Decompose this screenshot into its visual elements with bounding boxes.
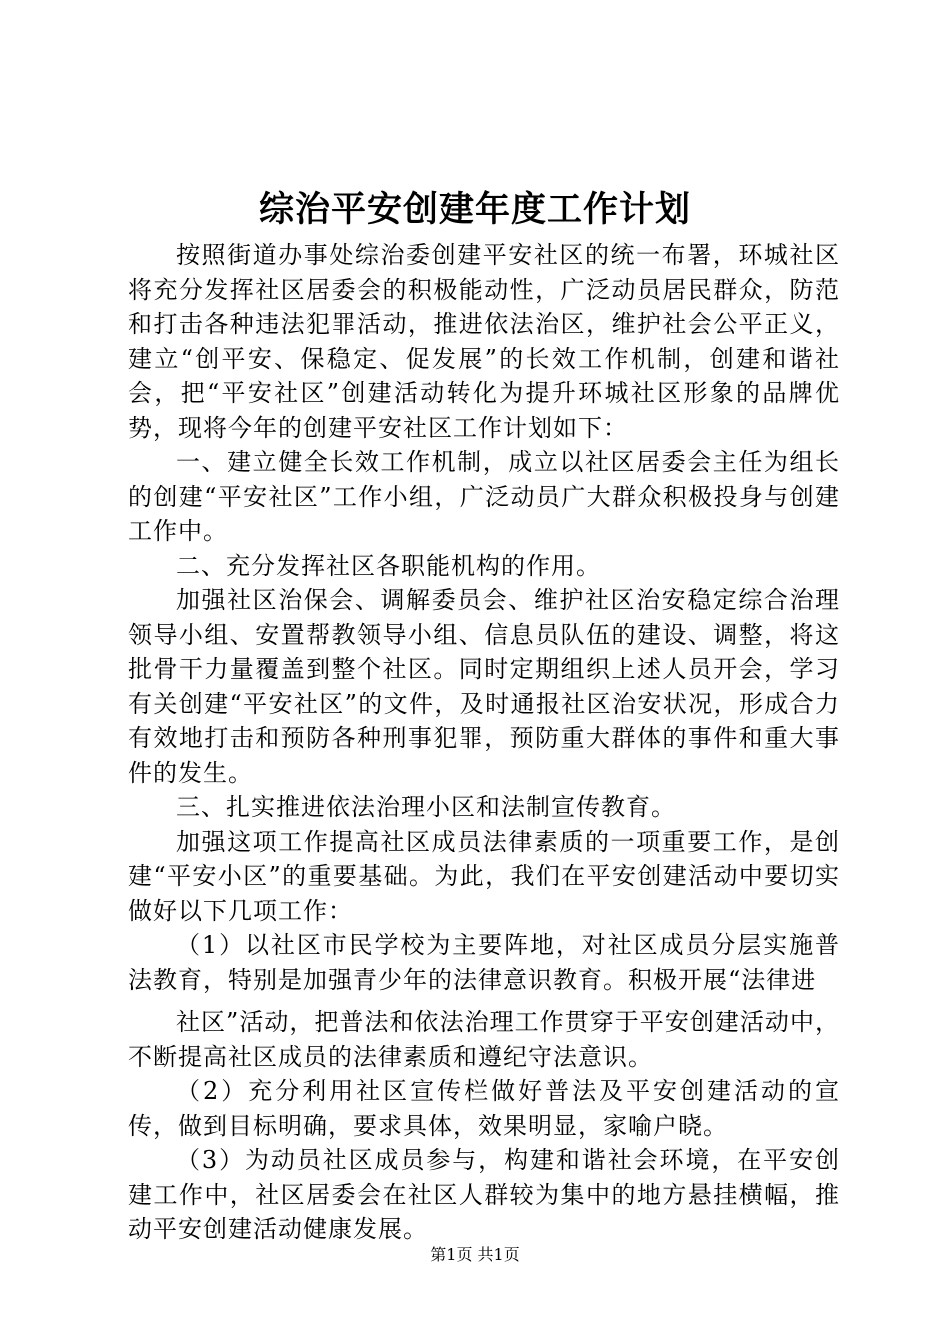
paragraph-section-3-body: 加强这项工作提高社区成员法律素质的一项重要工作，是创建“平安小区”的重要基础。为此，我们在平安创建活动中要切实做好以下几项工作： bbox=[128, 827, 840, 925]
paragraph-section-1: 一、建立健全长效工作机制，成立以社区居委会主任为组长的创建“平安社区”工作小组，广泛动员广大群众积极投身与创建工作中。 bbox=[128, 448, 840, 545]
paragraph-item-1-continued: 社区”活动，把普法和依法治理工作贯穿于平安创建活动中，不断提高社区成员的法律素质和遵纪守法意识。 bbox=[128, 1008, 840, 1071]
paragraph-item-2: （2）充分利用社区宣传栏做好普法及平安创建活动的宣传，做到目标明确，要求具体，效果明显，家喻户晓。 bbox=[128, 1077, 840, 1140]
document-title: 综治平安创建年度工作计划 bbox=[258, 189, 691, 230]
paragraph-item-3: （3）为动员社区成员参与，构建和谐社会环境，在平安创建工作中，社区居委会在社区人群较为集中的地方悬挂横幅，推动平安创建活动健康发展。 bbox=[128, 1146, 840, 1243]
paragraph-section-2-body: 加强社区治保会、调解委员会、维护社区治安稳定综合治理领导小组、安置帮教领导小组、信息员队伍的建设、调整，将这批骨干力量覆盖到整个社区。同时定期组织上述人员开会，学习有关创建“平安社区”的文件，及时通报社区治安状况，形成合力有效地打击和预防各种刑事犯罪，预防重大群体的事件和重大事件的发生。 bbox=[128, 586, 840, 787]
paragraph-item-1: （1）以社区市民学校为主要阵地，对社区成员分层实施普法教育，特别是加强青少年的法律意识教育。积极开展“法律进 bbox=[128, 931, 840, 994]
paragraph-section-2-heading: 二、充分发挥社区各职能机构的作用。 bbox=[176, 551, 601, 580]
paragraph-section-3-heading: 三、扎实推进依法治理小区和法制宣传教育。 bbox=[176, 793, 676, 821]
paragraph-intro: 按照街道办事处综治委创建平安社区的统一布署，环城社区将充分发挥社区居委会的积极能动性，广泛动员居民群众，防范和打击各种违法犯罪活动，推进依法治区，维护社会公平正义，建立“创平安、保稳定、促发展”的长效工作机制，创建和谐社会，把“平安社区”创建活动转化为提升环城社区形象的品牌优势，现将今年的创建平安社区工作计划如下： bbox=[128, 241, 840, 442]
page-number: 第1页 共1页 bbox=[430, 1245, 520, 1264]
document-body bbox=[128, 238, 840, 1247]
